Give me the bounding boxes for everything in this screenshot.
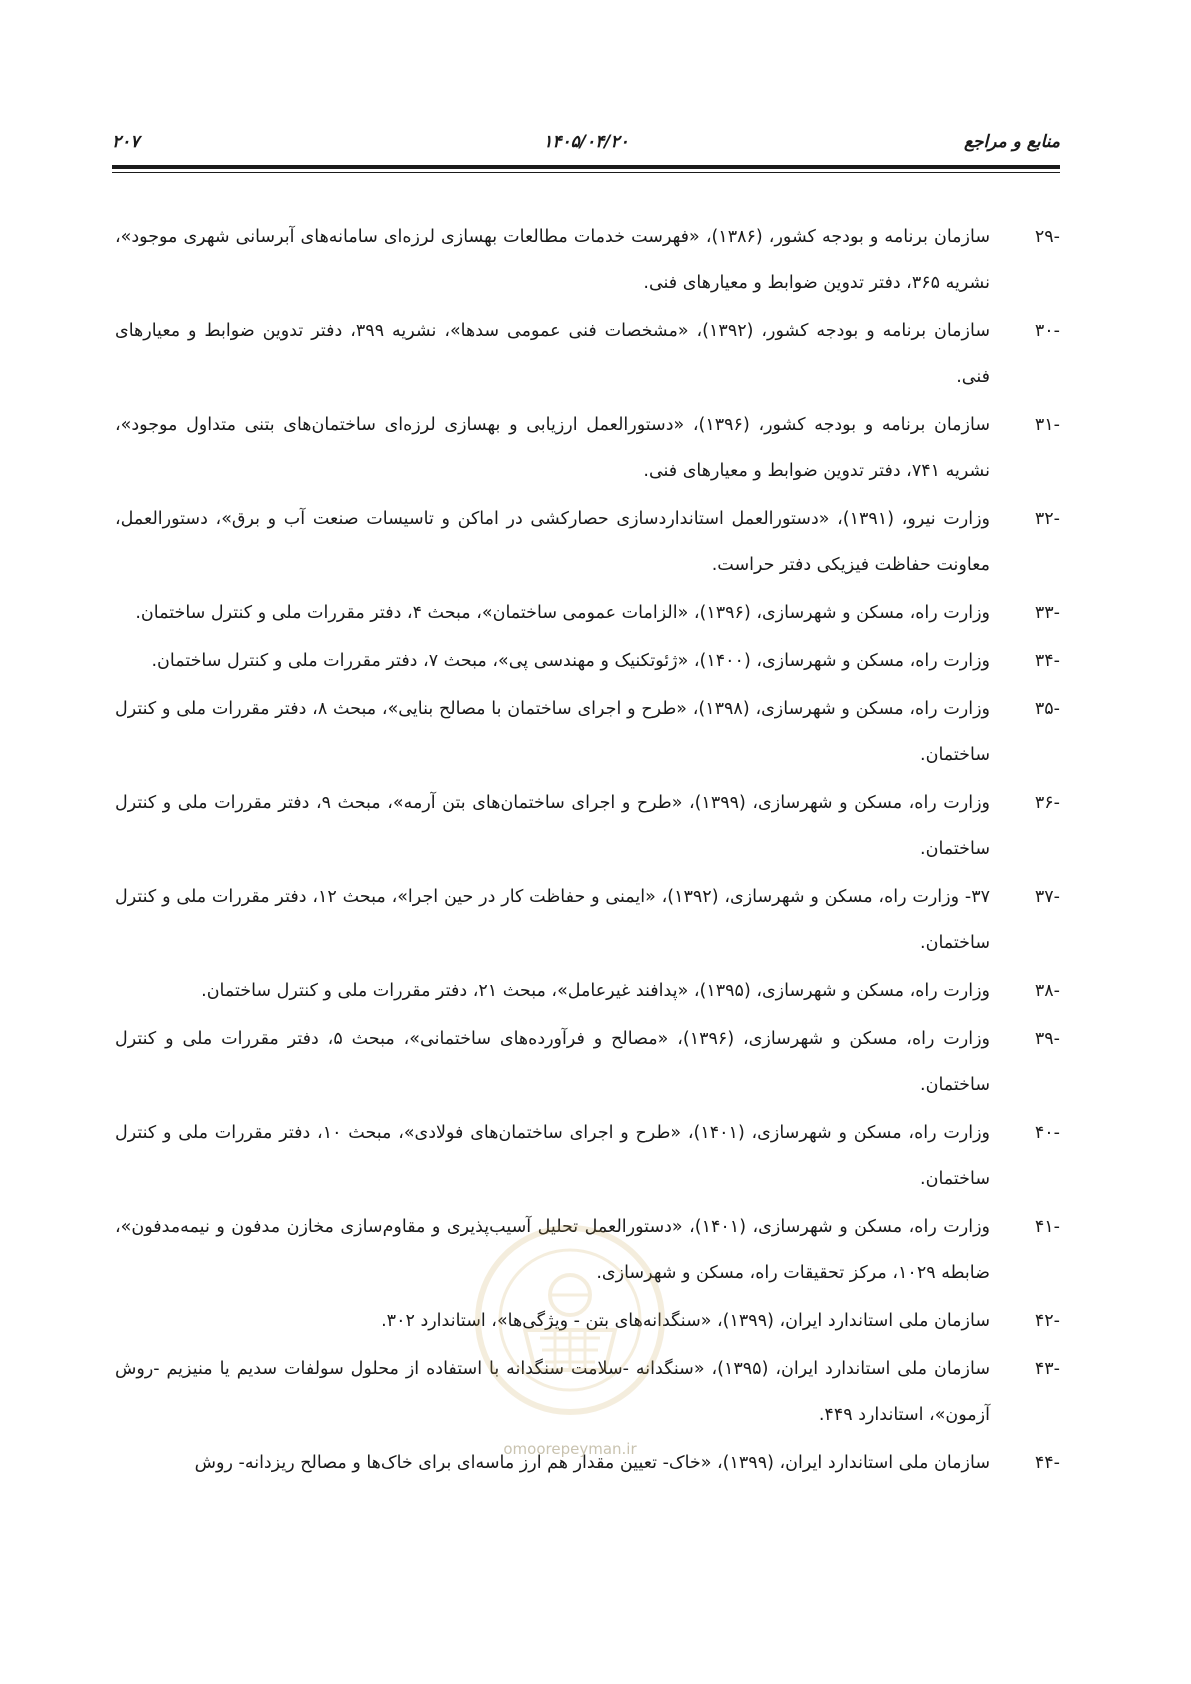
reference-number: -۳۰	[1034, 321, 1060, 341]
reference-number: -۳۳	[1034, 603, 1060, 623]
reference-text: وزارت راه، مسکن و شهرسازی، (۱۳۹۹)، «طرح و اجرای ساختمان‌های بتن آرمه»، مبحث ۹، دفتر مقررات ملی و کنترل ساختمان.	[115, 793, 990, 859]
reference-text: سازمان برنامه و بودجه کشور، (۱۳۹۶)، «دستورالعمل ارزیابی و بهسازی لرزه‌ای ساختمان‌های بتنی متداول موجود»، نشریه ۷۴۱، دفتر تدوین ضوابط و معیارهای فنی.	[115, 415, 990, 481]
reference-item	[115, 780, 1060, 872]
reference-text: وزارت راه، مسکن و شهرسازی، (۱۳۹۶)، «مصالح و فرآورده‌های ساختمانی»، مبحث ۵، دفتر مقررات ملی و کنترل ساختمان.	[115, 1029, 990, 1095]
reference-item	[115, 496, 1060, 588]
reference-item	[115, 308, 1060, 400]
reference-text: سازمان ملی استاندارد ایران، (۱۳۹۹)، «سنگدانه‌های بتن - ویژگی‌ها»، استاندارد ۳۰۲.	[381, 1311, 990, 1331]
reference-text: سازمان ملی استاندارد ایران، (۱۳۹۹)، «خاک- تعیین مقدار هم ارز ماسه‌ای برای خاک‌ها و مصالح ریزدانه- روش	[194, 1453, 990, 1473]
reference-item	[115, 638, 1060, 684]
reference-item	[115, 214, 1060, 306]
reference-item	[115, 402, 1060, 494]
reference-text: سازمان برنامه و بودجه کشور، (۱۳۹۲)، «مشخصات فنی عمومی سدها»، نشریه ۳۹۹، دفتر تدوین ضوابط و معیارهای فنی.	[115, 321, 990, 387]
reference-number: -۴۳	[1034, 1359, 1060, 1379]
page-number: ۲۰۷	[112, 132, 140, 152]
reference-text: وزارت راه، مسکن و شهرسازی، (۱۴۰۱)، «طرح و اجرای ساختمان‌های فولادی»، مبحث ۱۰، دفتر مقررات ملی و کنترل ساختمان.	[115, 1123, 991, 1189]
reference-text: ۳۷- وزارت راه، مسکن و شهرسازی، (۱۳۹۲)، «ایمنی و حفاظت کار در حین اجرا»، مبحث ۱۲، دفتر مقررات ملی و کنترل ساختمان.	[115, 887, 991, 953]
reference-text: سازمان ملی استاندارد ایران، (۱۳۹۵)، «سنگدانه -سلامت سنگدانه با استفاده از محلول سولفات سدیم یا منیزیم -روش آزمون»، استاندارد ۴۴۹.	[115, 1359, 990, 1425]
reference-item	[115, 1016, 1060, 1108]
reference-number: -۳۲	[1034, 509, 1060, 529]
reference-item	[115, 874, 1060, 966]
reference-number: -۳۸	[1034, 981, 1060, 1001]
header-title: منابع و مراجع	[963, 132, 1060, 152]
reference-text: وزارت راه، مسکن و شهرسازی، (۱۳۹۶)، «الزامات عمومی ساختمان»، مبحث ۴، دفتر مقررات ملی و کنترل ساختمان.	[135, 603, 990, 623]
reference-item	[115, 968, 1060, 1014]
reference-number: -۴۰	[1034, 1123, 1060, 1143]
reference-text: سازمان برنامه و بودجه کشور، (۱۳۸۶)، «فهرست خدمات مطالعات بهسازی لرزه‌ای سامانه‌های آبرسانی شهری موجود»، نشریه ۳۶۵، دفتر تدوین ضوابط و معیارهای فنی.	[115, 227, 990, 293]
reference-number: -۴۱	[1034, 1217, 1060, 1237]
watermark-logo-icon	[470, 1220, 670, 1420]
reference-number: -۳۴	[1034, 651, 1060, 671]
reference-text: وزارت راه، مسکن و شهرسازی، (۱۳۹۵)، «پدافند غیرعامل»، مبحث ۲۱، دفتر مقررات ملی و کنترل ساختمان.	[201, 981, 990, 1001]
page-header	[112, 128, 1060, 158]
reference-item	[115, 590, 1060, 636]
reference-item	[115, 686, 1060, 778]
reference-number: -۳۵	[1034, 699, 1060, 719]
reference-number: -۳۶	[1034, 793, 1060, 813]
reference-number: -۳۷	[1034, 887, 1060, 907]
reference-item	[115, 1110, 1060, 1202]
reference-number: -۳۱	[1034, 415, 1060, 435]
header-rule-thick	[112, 165, 1060, 169]
reference-number: -۲۹	[1034, 227, 1060, 247]
header-rule-thin	[112, 172, 1060, 173]
reference-number: -۳۹	[1034, 1029, 1060, 1049]
reference-text: وزارت راه، مسکن و شهرسازی، (۱۳۹۸)، «طرح و اجرای ساختمان با مصالح بنایی»، مبحث ۸، دفتر مقررات ملی و کنترل ساختمان.	[115, 699, 991, 765]
header-date: ۱۴۰۵/۰۴/۲۰	[543, 132, 629, 152]
reference-number: -۴۴	[1034, 1453, 1060, 1473]
reference-text: وزارت راه، مسکن و شهرسازی، (۱۴۰۱)، «دستورالعمل تحلیل آسیب‌پذیری و مقاوم‌سازی مخازن مدفون و نیمه‌مدفون»، ضابطه ۱۰۲۹، مرکز تحقیقات راه، مسکن و شهرسازی.	[115, 1217, 990, 1283]
reference-number: -۴۲	[1034, 1311, 1060, 1331]
reference-text: وزارت نیرو، (۱۳۹۱)، «دستورالعمل استانداردسازی حصارکشی در اماکن و تاسیسات صنعت آب و برق»، دستورالعمل، معاونت حفاظت فیزیکی دفتر حراست.	[115, 509, 990, 575]
reference-text: وزارت راه، مسکن و شهرسازی، (۱۴۰۰)، «ژئوتکنیک و مهندسی پی»، مبحث ۷، دفتر مقررات ملی و کنترل ساختمان.	[151, 651, 990, 671]
watermark-url: omoorepeyman.ir	[503, 1440, 637, 1458]
